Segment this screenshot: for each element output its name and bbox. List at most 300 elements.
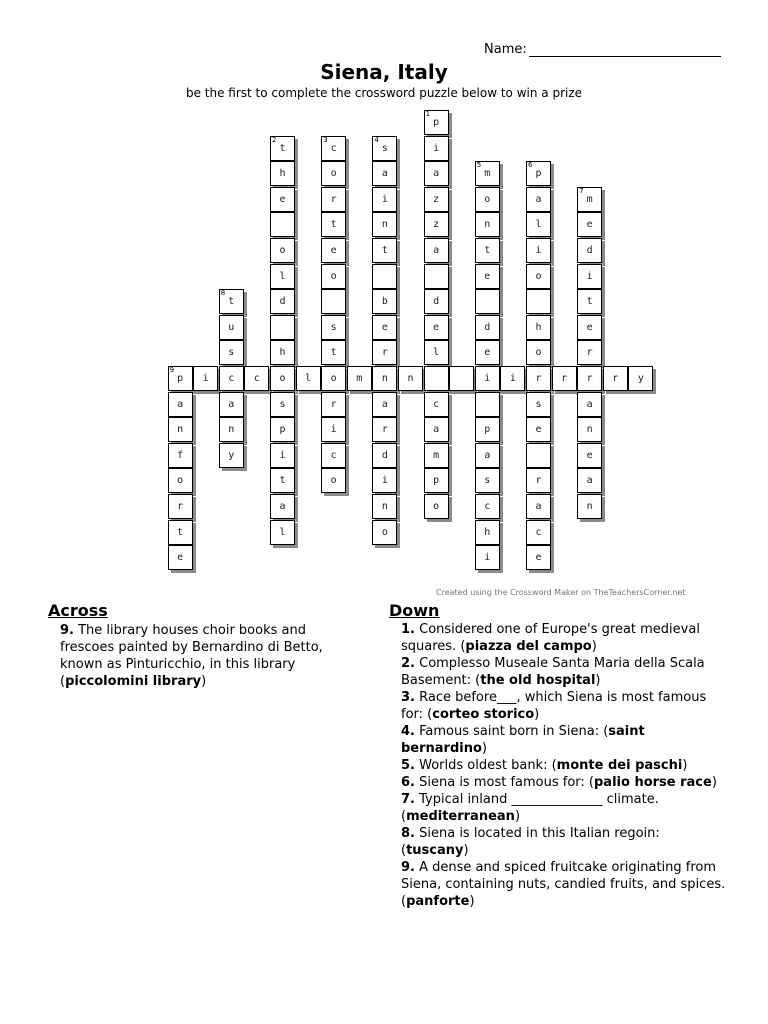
cell-letter: c: [228, 373, 235, 384]
crossword-cell[interactable]: [321, 468, 346, 493]
cell-letter: a: [535, 193, 542, 205]
crossword-cell[interactable]: [603, 366, 628, 391]
crossword-cell[interactable]: [372, 264, 397, 289]
cell-letter: r: [330, 398, 337, 410]
crossword-cell[interactable]: [372, 315, 397, 340]
clue-number: 7.: [401, 792, 415, 807]
crossword-cell[interactable]: [475, 289, 500, 314]
crossword-cell[interactable]: [577, 315, 602, 340]
cell-letter: p: [433, 117, 440, 128]
crossword-cell[interactable]: [475, 494, 500, 519]
crossword-cell[interactable]: [424, 494, 449, 519]
cell-letter: t: [381, 245, 388, 256]
cell-letter: m: [356, 373, 363, 384]
clue-number: 3: [323, 135, 328, 144]
cell-letter: z: [433, 193, 440, 205]
crossword-cell[interactable]: [526, 315, 551, 340]
crossword-cell[interactable]: [526, 264, 551, 289]
cell-letter: l: [433, 347, 440, 359]
cell-letter: y: [637, 373, 644, 384]
cell-letter: c: [484, 501, 491, 512]
down-clue: [401, 774, 731, 791]
cell-letter: a: [381, 398, 388, 410]
crossword-cell[interactable]: [270, 187, 295, 212]
clue-tail: ): [595, 673, 601, 688]
crossword-cell[interactable]: [372, 494, 397, 519]
crossword-cell[interactable]: [475, 520, 500, 545]
crossword-cell[interactable]: [372, 520, 397, 545]
clue-answer: tuscany: [406, 843, 464, 858]
clue-answer: mediterranean: [406, 809, 515, 824]
clue-answer: palio horse race: [594, 775, 712, 790]
cell-letter: l: [535, 219, 542, 231]
crossword-cell[interactable]: [321, 264, 346, 289]
clue-number: 9.: [60, 623, 74, 638]
cell-letter: e: [484, 347, 491, 359]
crossword-cell[interactable]: [372, 289, 397, 314]
cell-letter: r: [535, 475, 542, 487]
crossword-cell[interactable]: [398, 366, 423, 391]
crossword-cell[interactable]: [321, 340, 346, 365]
cell-letter: o: [535, 347, 542, 359]
crossword-cell[interactable]: [270, 238, 295, 263]
clue-number: 3.: [401, 690, 415, 705]
cell-letter: n: [177, 424, 184, 436]
clue-text: Worlds oldest bank: (: [414, 758, 557, 773]
cell-letter: e: [586, 321, 593, 333]
crossword-cell[interactable]: [270, 315, 295, 340]
crossword-cell[interactable]: [526, 494, 551, 519]
crossword-cell[interactable]: [577, 264, 602, 289]
clue-tail: ): [682, 758, 688, 773]
crossword-cell[interactable]: [424, 443, 449, 468]
cell-letter: c: [433, 398, 440, 410]
crossword-cell[interactable]: [526, 340, 551, 365]
down-clue: [401, 757, 731, 774]
cell-letter: m: [433, 449, 440, 461]
crossword-cell[interactable]: [270, 366, 295, 391]
cell-letter: o: [330, 168, 337, 180]
down-clue: [401, 689, 731, 723]
cell-letter: n: [484, 219, 491, 231]
crossword-cell[interactable]: [475, 417, 500, 442]
crossword-cell[interactable]: [526, 187, 551, 212]
cell-letter: o: [330, 373, 337, 384]
crossword-cell[interactable]: [347, 366, 372, 391]
crossword-cell[interactable]: [424, 417, 449, 442]
cell-letter: l: [279, 526, 286, 538]
crossword-cell[interactable]: [372, 212, 397, 237]
crossword-cell[interactable]: [321, 212, 346, 237]
cell-letter: r: [381, 347, 388, 359]
crossword-cell[interactable]: [372, 187, 397, 212]
cell-letter: e: [586, 219, 593, 231]
clue-number: 5: [476, 161, 482, 170]
cell-letter: r: [586, 347, 593, 359]
clue-answer: piccolomini library: [65, 674, 202, 689]
cell-letter: e: [484, 270, 491, 282]
crossword-cell[interactable]: [244, 366, 269, 391]
crossword-cell[interactable]: [372, 443, 397, 468]
cell-letter: n: [586, 501, 593, 512]
name-label: Name:: [484, 42, 527, 57]
cell-letter: a: [279, 501, 286, 512]
cell-letter: m: [484, 168, 491, 180]
cell-letter: e: [586, 449, 593, 461]
cell-letter: h: [279, 168, 286, 180]
crossword-cell[interactable]: [424, 264, 449, 289]
crossword-cell[interactable]: [372, 468, 397, 493]
crossword-cell[interactable]: [577, 468, 602, 493]
cell-letter: o: [330, 475, 337, 487]
crossword-cell[interactable]: [270, 289, 295, 314]
crossword-cell[interactable]: [475, 468, 500, 493]
crossword-cell[interactable]: [475, 238, 500, 263]
crossword-cell[interactable]: [475, 392, 500, 417]
crossword-cell[interactable]: [424, 289, 449, 314]
crossword-cell[interactable]: [500, 366, 525, 391]
clue-number: 4.: [401, 724, 415, 739]
clue-answer: saint bernardino: [401, 724, 645, 756]
cell-letter: h: [484, 526, 491, 538]
cell-letter: c: [330, 142, 337, 154]
crossword-cell[interactable]: [219, 443, 244, 468]
clue-number: 9: [169, 366, 175, 374]
cell-letter: a: [228, 398, 235, 410]
cell-letter: i: [381, 475, 388, 487]
crossword-cell[interactable]: [475, 443, 500, 468]
cell-letter: o: [177, 475, 184, 487]
clue-text: Considered one of Europe's great medieval squares. (: [401, 622, 700, 654]
crossword-cell[interactable]: [424, 340, 449, 365]
cell-letter: o: [535, 270, 542, 282]
across-clue-list: [60, 622, 360, 690]
crossword-cell[interactable]: [219, 315, 244, 340]
cell-letter: t: [586, 296, 593, 308]
cell-letter: l: [279, 270, 286, 282]
clue-number: 1.: [401, 622, 415, 637]
across-heading: Across: [48, 601, 108, 620]
clue-text: Siena is most famous for: (: [414, 775, 594, 790]
cell-letter: [373, 265, 396, 288]
crossword-cell[interactable]: [577, 238, 602, 263]
crossword-cell[interactable]: [424, 110, 449, 135]
crossword-cell[interactable]: [168, 468, 193, 493]
crossword-cell[interactable]: [321, 443, 346, 468]
crossword-cell[interactable]: [526, 443, 551, 468]
crossword-cell[interactable]: [475, 340, 500, 365]
cell-letter: e: [433, 321, 440, 333]
clue-number: 6.: [401, 775, 415, 790]
cell-letter: [271, 213, 294, 236]
crossword-cell[interactable]: [270, 340, 295, 365]
crossword-cell[interactable]: [526, 366, 551, 391]
clue-answer: corteo storico: [432, 707, 535, 722]
clue-text: Siena is located in this Italian regoin: (: [401, 826, 660, 858]
cell-letter: i: [484, 552, 491, 564]
down-clue: [401, 791, 731, 825]
crossword-cell[interactable]: [424, 315, 449, 340]
crossword-cell[interactable]: [219, 417, 244, 442]
cell-letter: a: [586, 475, 593, 487]
clue-number: 9.: [401, 860, 415, 875]
crossword-cell[interactable]: [168, 417, 193, 442]
cell-letter: a: [586, 398, 593, 410]
cell-letter: t: [279, 475, 286, 487]
clue-tail: ): [711, 775, 717, 790]
cell-letter: n: [586, 424, 593, 436]
crossword-cell[interactable]: [321, 289, 346, 314]
crossword-cell[interactable]: [577, 187, 602, 212]
crossword-cell[interactable]: [168, 520, 193, 545]
cell-letter: r: [381, 424, 388, 436]
crossword-cell[interactable]: [270, 443, 295, 468]
crossword-cell[interactable]: [219, 366, 244, 391]
crossword-cell[interactable]: [219, 340, 244, 365]
crossword-cell[interactable]: [424, 161, 449, 186]
cell-letter: [476, 393, 499, 416]
clue-text: A dense and spiced fruitcake originating from Siena, containing nuts, candied fruits, and spices. (: [401, 860, 726, 909]
cell-letter: a: [484, 449, 491, 461]
cell-letter: r: [586, 373, 593, 384]
cell-letter: o: [484, 193, 491, 205]
cell-letter: o: [279, 245, 286, 256]
cell-letter: c: [535, 526, 542, 538]
cell-letter: e: [279, 193, 286, 205]
clue-text: Race before___, which Siena is most famous for: (: [401, 690, 707, 722]
cell-letter: r: [177, 501, 184, 512]
cell-letter: n: [381, 373, 388, 384]
crossword-cell[interactable]: [628, 366, 653, 391]
cell-letter: t: [279, 142, 286, 154]
clue-tail: ): [463, 843, 469, 858]
page-title: Siena, Italy: [320, 60, 448, 84]
cell-letter: o: [279, 373, 286, 384]
crossword-cell[interactable]: [193, 366, 218, 391]
cell-letter: s: [279, 398, 286, 410]
cell-letter: [527, 290, 550, 313]
cell-letter: t: [330, 219, 337, 231]
cell-letter: y: [228, 449, 235, 461]
clue-answer: the old hospital: [480, 673, 596, 688]
crossword-cell[interactable]: [372, 161, 397, 186]
cell-letter: n: [381, 501, 388, 512]
cell-letter: i: [535, 245, 542, 256]
down-clue-list: [401, 621, 731, 910]
crossword-cell[interactable]: [526, 392, 551, 417]
clue-text: Typical inland ______________ climate. (: [401, 792, 659, 824]
crossword-cell[interactable]: [526, 545, 551, 570]
clue-text: Complesso Museale Santa Maria della Scala Basement: (: [401, 656, 705, 688]
cell-letter: m: [586, 193, 593, 205]
crossword-cell[interactable]: [424, 212, 449, 237]
crossword-cell[interactable]: [424, 187, 449, 212]
down-clue: [401, 621, 731, 655]
crossword-cell[interactable]: [475, 315, 500, 340]
crossword-cell[interactable]: [526, 289, 551, 314]
crossword-cell[interactable]: [168, 443, 193, 468]
cell-letter: n: [228, 424, 235, 436]
cell-letter: [476, 290, 499, 313]
crossword-cell[interactable]: [270, 494, 295, 519]
crossword-cell[interactable]: [475, 187, 500, 212]
crossword-cell[interactable]: [168, 392, 193, 417]
crossword-cell[interactable]: [475, 161, 500, 186]
cell-letter: a: [381, 168, 388, 180]
cell-letter: s: [484, 475, 491, 487]
crossword-cell[interactable]: [424, 238, 449, 263]
crossword-cell[interactable]: [372, 136, 397, 161]
cell-letter: n: [381, 219, 388, 231]
crossword-cell[interactable]: [424, 366, 449, 391]
crossword-cell[interactable]: [270, 392, 295, 417]
crossword-cell[interactable]: [577, 340, 602, 365]
crossword-cell[interactable]: [219, 392, 244, 417]
cell-letter: r: [330, 193, 337, 205]
cell-letter: a: [433, 424, 440, 436]
crossword-cell[interactable]: [270, 520, 295, 545]
crossword-cell[interactable]: [424, 392, 449, 417]
crossword-cell[interactable]: [372, 392, 397, 417]
crossword-cell[interactable]: [577, 366, 602, 391]
down-clue: [401, 655, 731, 689]
cell-letter: i: [586, 270, 593, 282]
cell-letter: d: [433, 296, 440, 308]
crossword-cell[interactable]: [577, 289, 602, 314]
crossword-cell[interactable]: [321, 136, 346, 161]
crossword-cell[interactable]: [552, 366, 577, 391]
cell-letter: i: [381, 193, 388, 205]
crossword-cell[interactable]: [424, 136, 449, 161]
crossword-cell[interactable]: [577, 212, 602, 237]
crossword-cell[interactable]: [270, 264, 295, 289]
clue-answer: monte dei paschi: [556, 758, 683, 773]
crossword-cell[interactable]: [270, 161, 295, 186]
clue-number: 8: [220, 289, 226, 298]
crossword-cell[interactable]: [475, 212, 500, 237]
cell-letter: r: [612, 373, 619, 384]
crossword-cell[interactable]: [526, 520, 551, 545]
cell-letter: p: [535, 168, 542, 180]
crossword-cell[interactable]: [449, 366, 474, 391]
down-clue: [401, 723, 731, 757]
cell-letter: t: [177, 526, 184, 538]
crossword-cell[interactable]: [526, 212, 551, 237]
crossword-cell[interactable]: [526, 238, 551, 263]
crossword-cell[interactable]: [372, 340, 397, 365]
cell-letter: s: [381, 142, 388, 154]
crossword-cell[interactable]: [321, 417, 346, 442]
cell-letter: r: [535, 373, 542, 384]
crossword-cell[interactable]: [168, 366, 193, 391]
cell-letter: h: [535, 321, 542, 333]
crossword-cell[interactable]: [270, 417, 295, 442]
cell-letter: e: [177, 552, 184, 564]
cell-letter: a: [177, 398, 184, 410]
crossword-cell[interactable]: [526, 161, 551, 186]
cell-letter: r: [561, 373, 568, 384]
crossword-cell[interactable]: [219, 289, 244, 314]
cell-letter: a: [433, 168, 440, 180]
cell-letter: i: [279, 449, 286, 461]
cell-letter: p: [279, 424, 286, 436]
cell-letter: [425, 265, 448, 288]
cell-letter: t: [330, 347, 337, 359]
crossword-cell[interactable]: [577, 494, 602, 519]
cell-letter: u: [228, 321, 235, 333]
cell-letter: h: [279, 347, 286, 359]
crossword-cell[interactable]: [475, 545, 500, 570]
crossword-cell[interactable]: [270, 212, 295, 237]
crossword-cell[interactable]: [321, 315, 346, 340]
cell-letter: o: [433, 501, 440, 512]
clue-tail: ): [591, 639, 597, 654]
crossword-cell[interactable]: [424, 468, 449, 493]
crossword-cell[interactable]: [475, 264, 500, 289]
cell-letter: i: [330, 424, 337, 436]
cell-letter: p: [484, 424, 491, 436]
cell-letter: a: [433, 245, 440, 256]
cell-letter: b: [381, 296, 388, 308]
crossword-cell[interactable]: [270, 136, 295, 161]
crossword-cell[interactable]: [475, 366, 500, 391]
clue-tail: ): [514, 809, 521, 824]
clue-number: 6: [528, 161, 533, 170]
credit-line: Created using the Crossword Maker on TheTeachersCorner.net: [436, 588, 686, 597]
down-clue: [401, 859, 731, 910]
crossword-cell[interactable]: [321, 366, 346, 391]
crossword-cell[interactable]: [270, 468, 295, 493]
crossword-cell[interactable]: [577, 392, 602, 417]
crossword-cell[interactable]: [321, 161, 346, 186]
crossword-cell[interactable]: [296, 366, 321, 391]
clue-tail: ): [201, 674, 207, 689]
crossword-cell[interactable]: [321, 392, 346, 417]
cell-letter: f: [177, 449, 184, 461]
crossword-cell[interactable]: [526, 417, 551, 442]
clue-text: Famous saint born in Siena: (: [414, 724, 609, 739]
clue-number: 2: [272, 135, 277, 144]
clue-number: 2.: [401, 656, 415, 671]
crossword-cell[interactable]: [577, 443, 602, 468]
crossword-cell[interactable]: [321, 238, 346, 263]
cell-letter: d: [381, 449, 388, 461]
crossword-cell[interactable]: [168, 545, 193, 570]
cell-letter: l: [305, 373, 312, 384]
crossword-cell[interactable]: [577, 417, 602, 442]
clue-number: 1: [425, 110, 431, 118]
clue-number: 5.: [401, 758, 415, 773]
cell-letter: s: [535, 398, 542, 410]
cell-letter: i: [433, 142, 440, 154]
crossword-cell[interactable]: [526, 468, 551, 493]
clue-number: 7: [579, 186, 584, 195]
cell-letter: p: [433, 475, 440, 487]
crossword-cell[interactable]: [372, 238, 397, 263]
crossword-cell[interactable]: [372, 417, 397, 442]
cell-letter: s: [228, 347, 235, 359]
crossword-cell[interactable]: [372, 366, 397, 391]
page-subtitle: be the first to complete the crossword puzzle below to win a prize: [185, 86, 583, 100]
cell-letter: e: [535, 552, 542, 564]
crossword-cell[interactable]: [321, 187, 346, 212]
clue-answer: piazza del campo: [465, 639, 592, 654]
crossword-cell[interactable]: [168, 494, 193, 519]
cell-letter: i: [509, 373, 516, 384]
cell-letter: [425, 367, 448, 390]
cell-letter: z: [433, 219, 440, 231]
clue-number: 8.: [401, 826, 415, 841]
